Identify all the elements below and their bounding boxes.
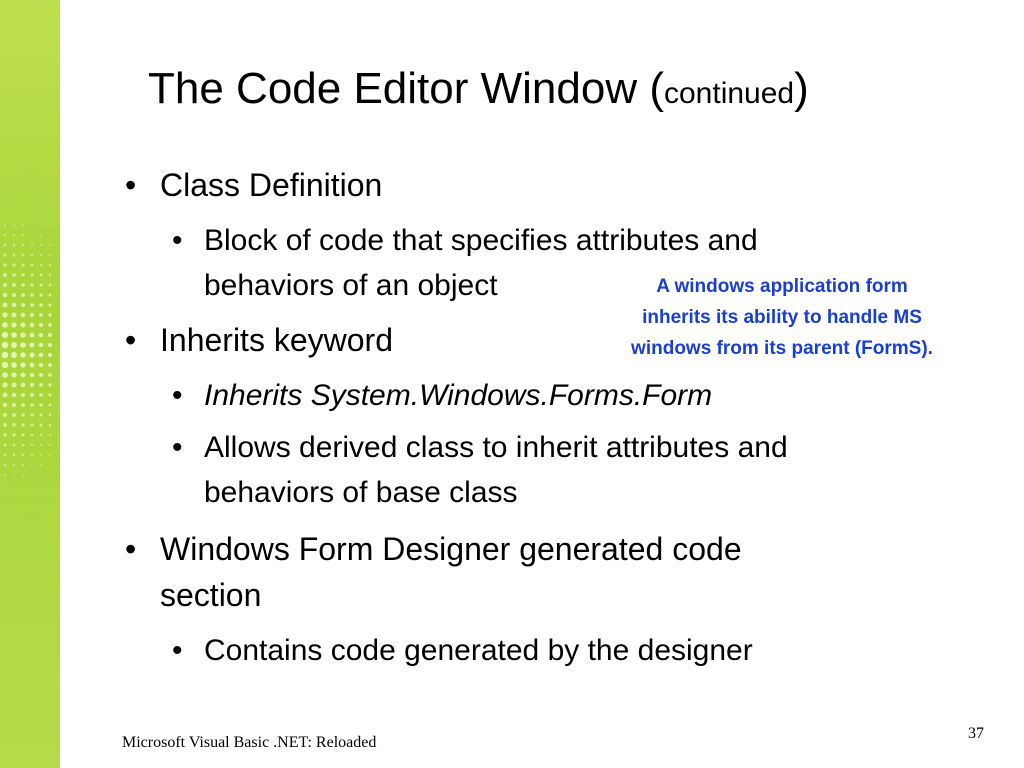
decorative-sidebar [0, 0, 60, 768]
sub-bullet-text-cont: behaviors of an object [204, 269, 498, 302]
title-main: The Code Editor Window ( [148, 64, 664, 113]
sub-bullet-text: Inherits System.Windows.Forms.Form [204, 379, 713, 412]
sub-bullet-text-cont: behaviors of base class [204, 476, 518, 509]
bullet-glyph: • [125, 167, 137, 203]
bullet-glyph: • [125, 531, 137, 567]
bullet-glyph: • [172, 431, 183, 464]
callout-line: A windows application form [656, 276, 908, 297]
bullet-glyph: • [172, 379, 183, 412]
sub-bullet-text: Allows derived class to inherit attributes and [204, 431, 788, 464]
title-suffix: continued [664, 77, 795, 110]
bullet-text-cont: section [160, 577, 262, 613]
bullet-glyph: • [172, 224, 183, 257]
bullet-text: Inherits keyword [160, 322, 393, 358]
sub-bullet-text: Contains code generated by the designer [204, 634, 753, 667]
bullet-glyph: • [172, 634, 183, 667]
page-number: 37 [968, 725, 984, 742]
bullet-text: Class Definition [160, 167, 383, 203]
callout-line: inherits its ability to handle MS [642, 307, 922, 328]
footer-text: Microsoft Visual Basic .NET: Reloaded [122, 734, 377, 751]
sub-bullet-text: Block of code that specifies attributes and [204, 224, 758, 257]
slide-title [148, 64, 809, 114]
callout-note [570, 271, 994, 364]
bullet-glyph: • [125, 322, 137, 358]
title-close: ) [794, 64, 809, 113]
bullet-text: Windows Form Designer generated code [160, 531, 742, 567]
callout-line: windows from its parent (FormS). [631, 338, 933, 359]
dot-pattern-icon [0, 170, 60, 530]
